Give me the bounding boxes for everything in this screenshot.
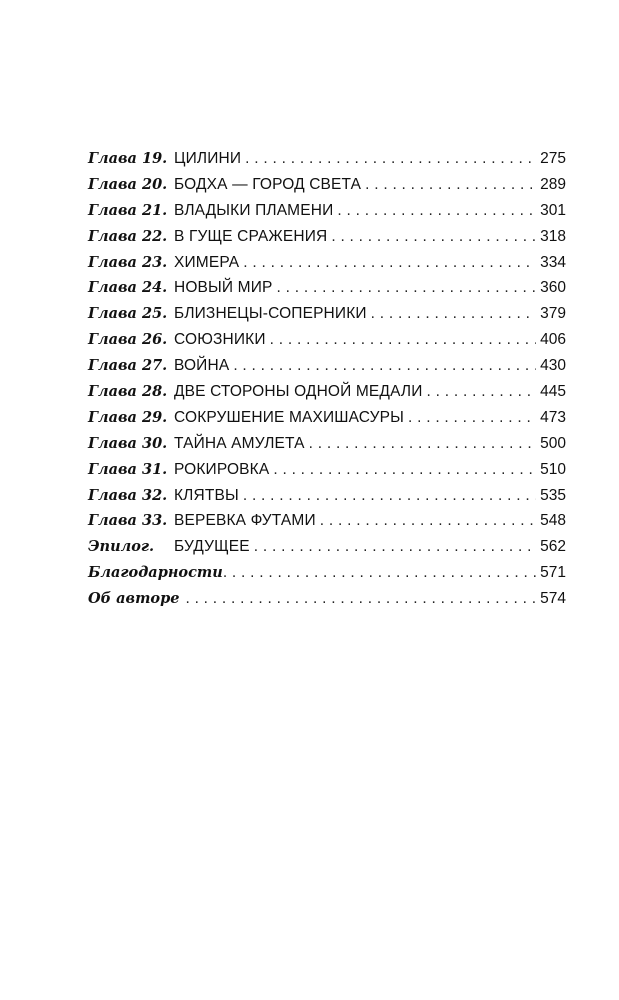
toc-entry: [88, 176, 566, 202]
dot-leader: [320, 512, 536, 530]
toc-entry-page: 571: [540, 564, 566, 582]
toc-entry-title: ТАЙНА АМУЛЕТА: [174, 434, 305, 452]
toc-entry-title: ДВЕ СТОРОНЫ ОДНОЙ МЕДАЛИ: [174, 383, 423, 401]
toc-entry-title: НОВЫЙ МИР: [174, 279, 273, 297]
toc-entry: [88, 487, 566, 513]
dot-leader: [365, 176, 536, 194]
toc-entry-page: 334: [540, 253, 566, 271]
toc-entry-page: 574: [540, 590, 566, 608]
dot-leader: [371, 305, 536, 323]
toc-entry: [88, 383, 566, 409]
toc-entry: [88, 228, 566, 254]
dot-leader: [223, 564, 536, 582]
toc-entry-page: 510: [540, 460, 566, 478]
toc-entry: [88, 150, 566, 176]
toc-entry-prefix: Об авторе: [88, 590, 180, 608]
toc-entry-page: 301: [540, 201, 566, 219]
toc-entry-title: СОЮЗНИКИ: [174, 331, 266, 349]
toc-entry-prefix: Глава 22.: [88, 227, 168, 245]
toc-entry-prefix: Благодарности: [88, 564, 223, 582]
toc-entry-title: ВОЙНА: [174, 357, 230, 375]
dot-leader: [270, 331, 536, 349]
toc-entry-title: ХИМЕРА: [174, 253, 240, 271]
dot-leader: [254, 538, 536, 556]
toc-entry-page: 430: [540, 357, 566, 375]
dot-leader: [408, 409, 536, 427]
toc-entry-prefix: Глава 19.: [88, 150, 168, 167]
toc-entry-title: ВЕРЕВКА ФУТАМИ: [174, 512, 316, 530]
table-of-contents: [88, 150, 566, 616]
toc-entry-acknowledgements: [88, 564, 566, 590]
toc-entry-title: БУДУЩЕЕ: [174, 538, 250, 556]
toc-entry: [88, 357, 566, 383]
toc-entry: [88, 461, 566, 487]
toc-entry-title: СОКРУШЕНИЕ МАХИШАСУРЫ: [174, 408, 404, 426]
dot-leader: [331, 228, 536, 246]
dot-leader: [243, 487, 536, 505]
toc-entry-prefix: Глава 32.: [88, 486, 168, 504]
toc-entry-page: 318: [540, 227, 566, 245]
toc-entry: [88, 254, 566, 280]
toc-entry: [88, 409, 566, 435]
toc-entry-page: 406: [540, 331, 566, 349]
toc-entry-prefix: Глава 31.: [88, 460, 168, 478]
toc-entry-epilogue: [88, 538, 566, 564]
toc-entry-title: В ГУЩЕ СРАЖЕНИЯ: [174, 227, 328, 245]
dot-leader: [337, 202, 536, 220]
toc-entry-page: 562: [540, 538, 566, 556]
toc-entry-title: РОКИРОВКА: [174, 460, 270, 478]
toc-entry-page: 275: [540, 150, 566, 167]
toc-entry-prefix: Глава 29.: [88, 408, 168, 426]
dot-leader: [245, 150, 536, 168]
dot-leader: [427, 383, 537, 401]
toc-entry-prefix: Эпилог.: [88, 538, 155, 556]
toc-entry-page: 500: [540, 434, 566, 452]
toc-entry: [88, 305, 566, 331]
toc-entry-prefix: Глава 26.: [88, 331, 168, 349]
toc-entry-title: ВЛАДЫКИ ПЛАМЕНИ: [174, 201, 334, 219]
toc-entry-prefix: Глава 21.: [88, 201, 168, 219]
toc-entry-title: ЦИЛИНИ: [174, 150, 242, 167]
dot-leader: [233, 357, 536, 375]
toc-entry-title: БЛИЗНЕЦЫ-СОПЕРНИКИ: [174, 305, 367, 323]
toc-entry-page: 535: [540, 486, 566, 504]
toc-entry-page: 379: [540, 305, 566, 323]
toc-entry: [88, 279, 566, 305]
toc-entry: [88, 202, 566, 228]
toc-entry-prefix: Глава 28.: [88, 383, 168, 401]
dot-leader: [185, 590, 536, 608]
toc-entry-prefix: Глава 27.: [88, 357, 168, 375]
toc-entry-page: 473: [540, 408, 566, 426]
toc-entry: [88, 331, 566, 357]
toc-entry-page: 445: [540, 383, 566, 401]
toc-entry-prefix: Глава 33.: [88, 512, 168, 530]
dot-leader: [309, 435, 537, 453]
toc-entry-page: 289: [540, 175, 566, 193]
toc-entry-prefix: Глава 25.: [88, 305, 168, 323]
toc-entry: [88, 435, 566, 461]
toc-entry: [88, 512, 566, 538]
dot-leader: [243, 254, 536, 272]
dot-leader: [273, 461, 536, 479]
toc-entry-prefix: Глава 20.: [88, 175, 168, 193]
toc-entry-prefix: Глава 24.: [88, 279, 168, 297]
toc-entry-page: 360: [540, 279, 566, 297]
toc-entry-title: КЛЯТВЫ: [174, 486, 239, 504]
toc-entry-prefix: Глава 23.: [88, 253, 168, 271]
toc-entry-page: 548: [540, 512, 566, 530]
dot-leader: [277, 279, 537, 297]
toc-entry-about-author: [88, 590, 566, 616]
toc-entry-title: БОДХА — ГОРОД СВЕТА: [174, 175, 362, 193]
toc-entry-prefix: Глава 30.: [88, 434, 168, 452]
